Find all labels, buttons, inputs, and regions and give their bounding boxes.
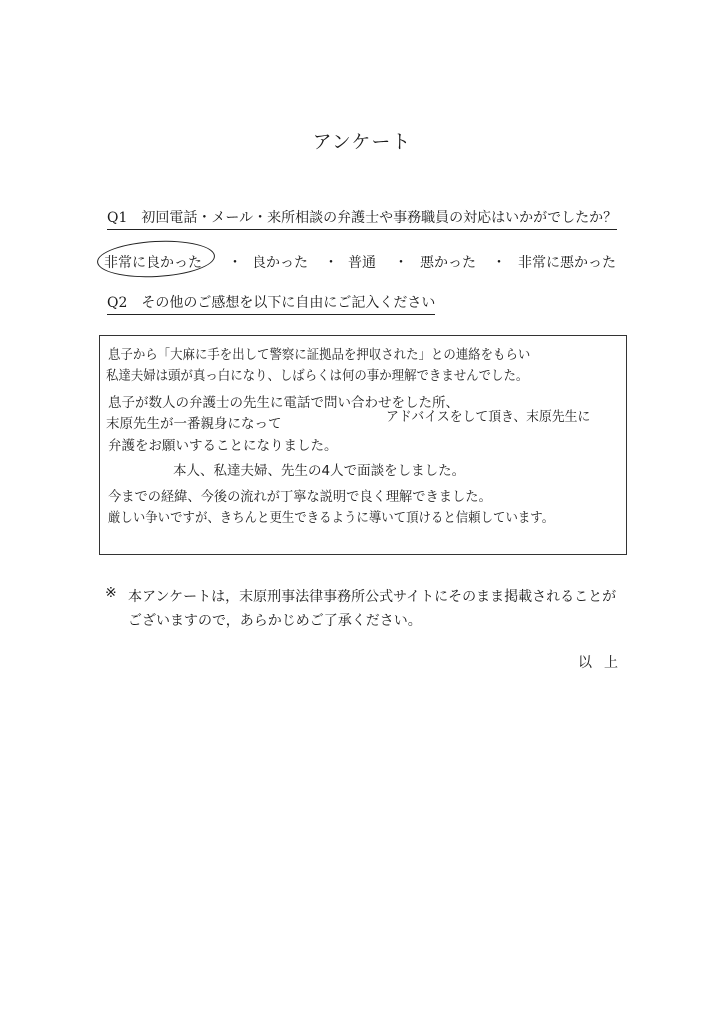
option-separator: ・ — [228, 255, 242, 271]
option-separator: ・ — [394, 255, 408, 271]
question-1-number: Q1 — [107, 210, 128, 226]
end-mark: 以上 — [578, 655, 630, 671]
option-separator: ・ — [324, 255, 338, 271]
option-very-good: 非常に良かった — [104, 255, 202, 271]
option-bad: 悪かった — [420, 255, 476, 271]
answer-line: 厳しい争いですが、きちんと更生できるように導いて頂けると信頼しています。 — [108, 510, 555, 526]
page-title: アンケート — [312, 131, 412, 153]
answer-line: 末原先生が一番親身になって — [106, 416, 282, 432]
question-2-text: その他のご感想を以下に自由にご記入ください — [141, 295, 436, 311]
answer-line: 今までの経緯、今後の流れが丁寧な説明で良く理解できました。 — [108, 489, 492, 505]
question-2-number: Q2 — [107, 295, 128, 311]
note-text: 本アンケートは，末原刑事法律事務所公式サイトにそのまま掲載されることがございますので，あらかじめご了承ください。 — [128, 589, 617, 629]
answer-line: 私達夫婦は頭が真っ白になり、しばらくは何の事か理解できませんでした。 — [106, 368, 529, 384]
answer-line: 息子が数人の弁護士の先生に電話で問い合わせをした所、 — [108, 395, 459, 411]
question-1 — [107, 207, 617, 230]
option-separator: ・ — [492, 255, 506, 271]
question-2 — [107, 292, 435, 315]
answer-line: 弁護をお願いすることになりました。 — [108, 438, 338, 454]
answer-line: アドバイスをして頂き、末原先生に — [386, 409, 591, 425]
option-very-bad: 非常に悪かった — [518, 255, 616, 271]
question-1-text: 初回電話・メール・来所相談の弁護士や事務職員の対応はいかがでしたか？ — [141, 210, 618, 226]
answer-line: 息子から「大麻に手を出して警察に証拠品を押収された」との連絡をもらい — [108, 347, 531, 363]
note-mark: ※ — [105, 585, 117, 601]
answer-line: 本人、私達夫婦、先生の4人で面談をしました。 — [173, 463, 466, 479]
option-average: 普通 — [348, 255, 376, 271]
option-good: 良かった — [252, 255, 308, 271]
